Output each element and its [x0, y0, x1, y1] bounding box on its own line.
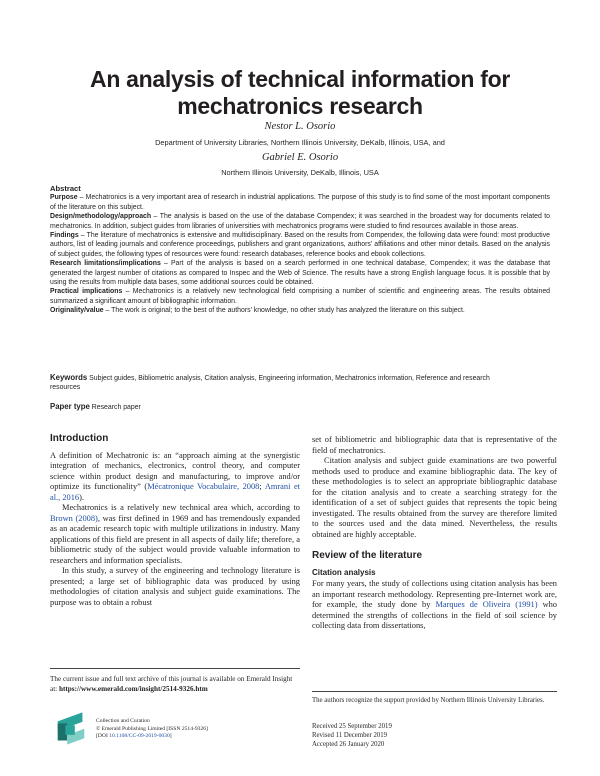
citation-link[interactable]: Mécatronique Vocabulaire, 2008 — [147, 482, 260, 491]
abstract-limitations — [50, 259, 550, 287]
publication-info — [96, 718, 208, 741]
doi-label: [DOI — [96, 733, 110, 740]
abstract-originality — [50, 306, 550, 315]
abstract-practical — [50, 287, 550, 306]
journal-logo-icon — [52, 712, 90, 750]
footer-divider — [312, 691, 557, 692]
paragraph-text: ). — [79, 492, 84, 502]
abstract-label: Purpose — [50, 194, 78, 202]
doi-line — [96, 733, 208, 741]
paper-type-label: Paper type — [50, 402, 90, 411]
title-line-2: mechatronics research — [177, 93, 423, 119]
abstract-purpose — [50, 193, 550, 212]
access-text: The current issue and full text archive of this journal is available on Emerald Insight at: — [50, 675, 293, 693]
paper-title — [40, 66, 560, 120]
abstract-text: – The work is original; to the best of the authors’ knowledge, no other study has analyzed the literature on this subject. — [103, 307, 465, 315]
abstract-label: Originality/value — [50, 307, 104, 315]
abstract-label: Design/methodology/approach — [50, 213, 152, 221]
citation-link[interactable]: Brown (2008) — [50, 513, 98, 523]
title-line-1: An analysis of technical information for — [90, 66, 510, 92]
paragraph-text: For many years, the study of collections using citation analysis has been an important research methodology. Representing pre-Internet work are, for example, the study done by — [312, 579, 557, 609]
abstract-label: Research limitations/implications — [50, 260, 161, 268]
paragraph — [312, 579, 557, 632]
abstract-text: – Mechatronics is a relatively new technological field comprising a number of scientific and engineering areas. The results obtained summarized a significant amount of bibliographic information. — [50, 288, 550, 305]
author-name: Nestor L. Osorio — [264, 121, 336, 132]
section-heading-review: Review of the literature — [312, 550, 423, 561]
abstract-label: Findings — [50, 232, 79, 240]
intro-paragraph-2 — [50, 503, 300, 566]
keywords-label: Keywords — [50, 373, 88, 382]
left-column — [50, 434, 300, 608]
intro-paragraph-3: In this study, a survey of the engineering and technology literature is presented; a large set of bibliographic data was produced by using methodologies of citation analysis and subject guide examinations. The purpose was to obtain a robust — [50, 566, 300, 607]
revised-date: Revised 11 December 2019 — [312, 731, 388, 739]
paragraph-continued: set of bibliometric and bibliographic data that is representative of the field of mechatronics. — [312, 435, 557, 455]
journal-name: Collection and Curation — [96, 718, 150, 724]
paper-type — [50, 402, 141, 411]
abstract-text: – Mechatronics is a very important area of research in industrial applications. The purpose of this study is to find some of the most important components of the literature on this subject. — [50, 194, 550, 211]
right-column — [312, 435, 557, 632]
paper-type-text: Research paper — [89, 404, 141, 411]
paragraph-text: ; — [259, 482, 265, 491]
keywords — [50, 373, 520, 393]
abstract-heading: Abstract — [50, 184, 81, 193]
abstract-label: Practical implications — [50, 288, 123, 296]
footer-divider — [50, 668, 300, 669]
section-heading-introduction: Introduction — [50, 433, 109, 444]
publisher-info: © Emerald Publishing Limited [ISSN 2514-9326] — [96, 725, 208, 732]
article-dates — [312, 723, 392, 749]
doi-end: ] — [169, 733, 172, 740]
paragraph: Citation analysis and subject guide examinations are two powerful methods used to produce and examine bibliographic data. The key of these methodologies is to select an appropriate bibliographic database for the citation analysis and to create a searching strategy for the identification of a set of subject guides that represents the topic being investigated. The results obtained from the survey are therefore limited to the sources used and the data mined. Nevertheless, the results obtained are highly acceptable. — [312, 456, 557, 539]
keywords-text: Subject guides, Bibliometric analysis, Citation analysis, Engineering information, Mechatronics information, Reference and research resources — [50, 375, 490, 392]
acknowledgement: The authors recognize the support provided by Northern Illinois University Libraries. — [312, 697, 545, 704]
author-affiliation: Northern Illinois University, DeKalb, Illinois, USA — [221, 168, 379, 177]
abstract-findings — [50, 231, 550, 259]
access-note — [50, 675, 300, 694]
accepted-date: Accepted 26 January 2020 — [312, 740, 385, 748]
author-affiliation: Department of University Libraries, Northern Illinois University, DeKalb, Illinois, USA, and — [155, 138, 445, 147]
paragraph-text: , was first defined in 1969 and has tremendously expanded as an academic research topic with multiple utilizations in industry. Many applications of this field are present in all aspects of daily life; therefore, a bibliometric study of the subject would provide valuable information to researchers and information specialists. — [50, 513, 300, 565]
abstract-text: – Part of the analysis is based on a search performed in one technical database, Compendex; it was the database that generated the largest number of citations as compared to Inspec and the Web of Science. The results have a strong English language focus. It is possible that by using the results from multiple data bases, some additional sources could be obtained. — [50, 260, 550, 287]
abstract-text: – The analysis is based on the use of the database Compendex; it was searched in the broadest way for documents related to mechatronics. In addition, subject guides from libraries of universities with mechatronics programs were studied to find resources available in those areas. — [50, 213, 550, 230]
paragraph-text: Mechatronics is a relatively new technical area which, according to — [62, 503, 300, 512]
citation-link[interactable]: Amrani et al., 2016 — [50, 482, 300, 502]
subsection-heading: Citation analysis — [312, 567, 376, 577]
doi-link[interactable]: 10.1108/CC-09-2019-0030 — [109, 733, 170, 740]
received-date: Received 25 September 2019 — [312, 723, 392, 730]
abstract-section — [50, 184, 550, 316]
journal-url-link[interactable]: https://www.emerald.com/insight/2514-9326.htm — [58, 684, 208, 693]
abstract-design — [50, 212, 550, 231]
paragraph-text: who determined the strengths of collections in the field of soil science by collecting data from dissertations, — [312, 600, 557, 630]
citation-link[interactable]: Marques de Oliveira (1991) — [435, 600, 538, 609]
intro-paragraph-1 — [50, 451, 300, 504]
paragraph-text: A definition of Mechatronic is: an “approach aiming at the synergistic integration of mechanics, electronics, control theory, and computer science within product design and manufacturing, to improve and/or optimize its functionality” ( — [50, 450, 300, 491]
author-name: Gabriel E. Osorio — [261, 152, 339, 163]
abstract-text: – The literature of mechatronics is extensive and multidisciplinary. Based on the results from Compendex, the following data were found: most productive authors, list of leading journals and conference proceedings, publishers and grant organizations, authors’ affiliations and other minor details. Based on the analysis of subject guides, the following types of resources were found: research databases, reference books and ebook collections. — [50, 232, 550, 258]
